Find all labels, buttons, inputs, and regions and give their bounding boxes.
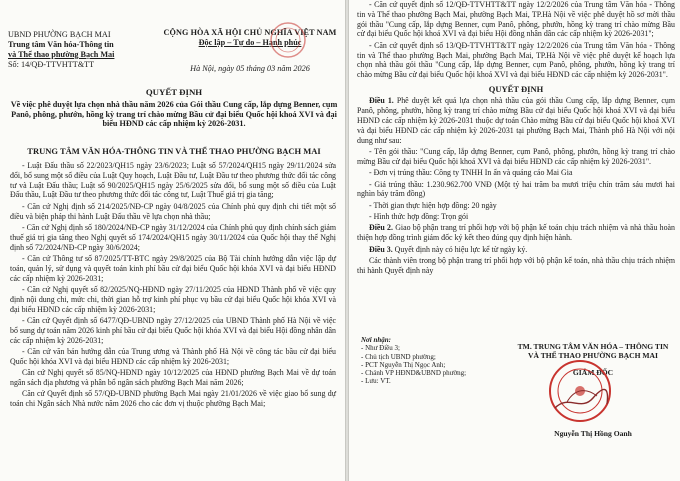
legal-basis-item: - Căn cứ văn bản hướng dẫn của Trung ương và Thành phố Hà Nội về công tác bầu cử đại biểu Quốc hội khóa XVI và đại biểu HĐND các cấp nhiệm kỳ 2026-2031; [10,346,336,366]
seal-stamp-icon [268,20,308,60]
closing-paragraph: Các thành viên trong bộ phận trang trí phối hợp với bộ phận kế toán, nhà thầu chịu trách nhiệm thi hành Quyết định này [357,256,675,275]
recipient-item: - Chánh VP HĐND&UBND phường; [361,369,467,378]
article-3-label: Điều 3. [369,244,393,254]
article-2-label: Điều 2. [369,223,393,233]
legal-basis-item: - Căn cứ quyết định số 13/QĐ-TTVHTT&TT ngày 12/2/2026 của Trung tâm Văn hóa - Thông tin và Thể thao phường Bạch Mai, phường Bạch Mai, TP.Hà Nội về việc phê duyệt kế hoạch lựa chọn nhà thầu gói thầu "Cung cấp, lắp dựng Benner, cụm Panô, phông, phướn, hồng kỳ trang trí chào mừng Bầu cử đại biểu Quốc hội khoá XVI và đại biểu HĐND các cấp nhiệm kỳ 2026-2031". [357,40,675,80]
official-seal-icon [547,358,613,424]
decision-subject: Về việc phê duyệt lựa chọn nhà thầu năm 2026 của Gói thầu Cung cấp, lắp dựng Benner, cụm Panô, phông, phướn, hồng kỳ trang trí chào mừng Bầu cử đại biểu Quốc hội khoá XVI và đại biểu HĐND các cấp nhiệm kỳ 2026-2031. [10,99,338,129]
signer-name: Nguyễn Thị Hồng Oanh [554,429,632,438]
issuing-organization [8,30,148,70]
legal-basis-item: - Luật Đấu thầu số 22/2023/QH15 ngày 23/6/2023; Luật số 57/2024/QH15 ngày 29/11/2024 sửa đổi, bổ sung một số điều của Luật Quy hoạch, Luật Đầu tư, Luật Đầu tư theo phương thức đối tác công tư và Luật Đấu thầu; Luật số 90/2025/QH15 ngày 25/6/2025 sửa đổi, bổ sung một số điều của Luật Đấu thầu, Luật Đầu tư theo phương thức đối tác công tư, Luật Thuế giá trị gia tăng; [10,161,336,200]
organization-name-line2: và Thể thao phường Bạch Mai [8,50,115,59]
article-3-text: Quyết định này có hiệu lực kể từ ngày ký. [392,244,528,254]
decision-body [357,0,675,277]
national-heading [160,28,340,74]
signer-position: GIÁM ĐỐC [572,368,614,377]
document-number: Số: 14/QĐ-TTVHTT&TT [8,60,95,69]
recipients-heading: Nơi nhận: [361,336,392,344]
recipient-item: - Như Điều 3; [361,344,400,353]
article-2-text: Giao bộ phận trang trí phối hợp với bộ phận kế toán chịu trách nhiệm và nhà thầu hoàn thiện hợp đồng trình giám đốc ký kết theo đúng quy định hiện hành. [357,223,675,243]
article-3 [357,245,675,255]
recipients-block [361,336,501,386]
document-page-right [348,0,680,481]
package-item: - Hình thức hợp đồng: Trọn gói [369,212,469,222]
recipient-item: - PCT Nguyễn Thị Ngọc Anh; [361,360,446,369]
legal-basis-item: - Căn cứ Nghị định số 214/2025/NĐ-CP ngày 04/8/2025 của Chính phủ quy định chi tiết một số điều và biện pháp thi hành Luật Đấu thầu về lựa chọn nhà thầu; [10,201,336,221]
legal-basis-item: Căn cứ Quyết định số 57/QĐ-UBND phường Bạch Mai ngày 21/01/2026 về việc giao bổ sung dự toán chi Ngân sách Nhà nước năm 2026 cho các đơn vị thuộc phường Bạch Mai; [10,389,336,409]
article-1 [357,96,675,145]
article-2 [357,223,675,243]
legal-basis-item: - Căn cứ Quyết định số 6477/QĐ-UBND ngày 27/12/2025 của UBND Thành phố Hà Nội về việc bổ sung dự toán năm 2026 kinh phí bầu cử đại biểu Quốc hội khóa XVI và đại biểu Hội đồng nhân dân các cấp nhiệm kỳ 2026-2031; [10,315,336,345]
legal-basis-item: - Căn cứ Thông tư số 87/2025/TT-BTC ngày 29/8/2025 của Bộ Tài chính hướng dẫn việc lập dự toán, quản lý, sử dụng và quyết toán kinh phí bầu cử đại biểu Quốc hội khóa XVI và đại biểu HĐND các cấp nhiệm kỳ 2026-2031; [10,253,336,283]
legal-bases-left [10,161,336,410]
recipient-item: - Lưu: VT. [361,377,391,386]
package-item: - Tên gói thầu: "Cung cấp, lắp dựng Benner, cụm Panô, phông, phướn, hồng kỳ trang trí chào mừng Bầu cử đại biểu Quốc hội khoá XVI và đại biểu HĐND các cấp nhiệm kỳ 2026-2031". [357,146,675,166]
issuer-heading: TRUNG TÂM VĂN HÓA-THÔNG TIN VÀ THỂ THAO PHƯỜNG BẠCH MAI [27,146,321,156]
signature-org-line2: VÀ THỂ THAO PHƯỜNG BẠCH MAI [527,351,659,360]
nation-name: CỘNG HÒA XÃ HỘI CHỦ NGHĨA VIỆT NAM [163,28,337,37]
package-item: - Giá trúng thầu: 1.230.962.700 VNĐ (Một tỷ hai trăm ba mươi triệu chín trăm sáu mươi hai nghìn bảy trăm đồng) [357,179,675,199]
recipient-item: - Chủ tịch UBND phường; [361,352,436,361]
organization-name-line1: Trung tâm Văn hóa-Thông tin [8,40,114,49]
legal-basis-item: - Căn cứ Nghị định số 180/2024/NĐ-CP ngày 31/12/2024 của Chính phủ quy định chính sách giảm thuế giá trị gia tăng theo Nghị quyết số 174/2024/QH15 ngày 30/11/2024 của Quốc hội thay thế Nghị định số 72/2024/NĐ-CP ngày 30/6/2024; [10,222,336,252]
article-1-text: Phê duyệt kết quả lựa chọn nhà thầu của gói thầu Cung cấp, lắp dựng Benner, cụm Panô, phông, phướn, hồng kỳ trang trí chào mừng Bầu cử đại biểu Quốc hội khoá XVI và đại biểu HĐND các cấp nhiệm kỳ 2026-2031 thuộc dự toán Chào mừng Bầu cử đại biểu Quốc hội khoá XVI và đại biểu HĐND các cấp nhiệm kỳ 2026-2031 tại phường Bạch Mai, Thành phố Hà Nội với nội dung như sau: [357,96,675,145]
decision-heading: QUYẾT ĐỊNH [488,83,544,94]
package-item: - Thời gian thực hiện hợp đồng: 20 ngày [369,200,497,210]
place-date: Hà Nội, ngày 05 tháng 03 năm 2026 [190,64,310,73]
legal-basis-item: - Căn cứ quyết định số 12/QĐ-TTVHTT&TT ngày 12/2/2026 của Trung tâm Văn hóa - Thông tin và Thể thao phường Bạch Mai, phường Bạch Mai, TP.Hà Nội về việc phê duyệt hồ sơ mời thầu gói thầu "Cung cấp, lắp dựng Benner, cụm Panô, phông, phướn, hồng kỳ trang trí chào mừng Bầu cử đại biểu Quốc hội khoá XVI và đại biểu Hội đồng nhân dân các cấp nhiệm kỳ 2026-2031"; [357,0,675,39]
national-motto: Độc lập – Tự do – Hạnh phúc [198,38,302,47]
legal-basis-item: Căn cứ Nghị quyết số 85/NQ-HĐND ngày 10/12/2025 của HĐND phường Bạch Mai về dự toán ngân sách địa phương và phân bổ ngân sách phường Bạch Mai năm 2026; [10,368,336,387]
signature-org-line1: TM. TRUNG TÂM VĂN HÓA – THÔNG TIN [517,342,669,351]
parent-organization: UBND PHƯỜNG BẠCH MAI [8,30,111,39]
package-item: - Đơn vị trúng thầu: Công ty TNHH In ấn và quảng cáo Mai Gia [369,168,573,178]
article-1-label: Điều 1. [369,96,394,106]
document-type: QUYẾT ĐỊNH [145,87,203,97]
legal-basis-item: - Căn cứ Nghị quyết số 82/2025/NQ-HĐND ngày 27/11/2025 của HĐND Thành phố về việc quy định nội dung chi, mức chi, thời gian hỗ trợ kinh phí phục vụ bầu cử đại biểu Quốc hội khóa XVI và đại biểu HĐND các cấp nhiệm kỳ 2026-2031; [10,284,336,314]
decision-title-block [8,88,340,129]
